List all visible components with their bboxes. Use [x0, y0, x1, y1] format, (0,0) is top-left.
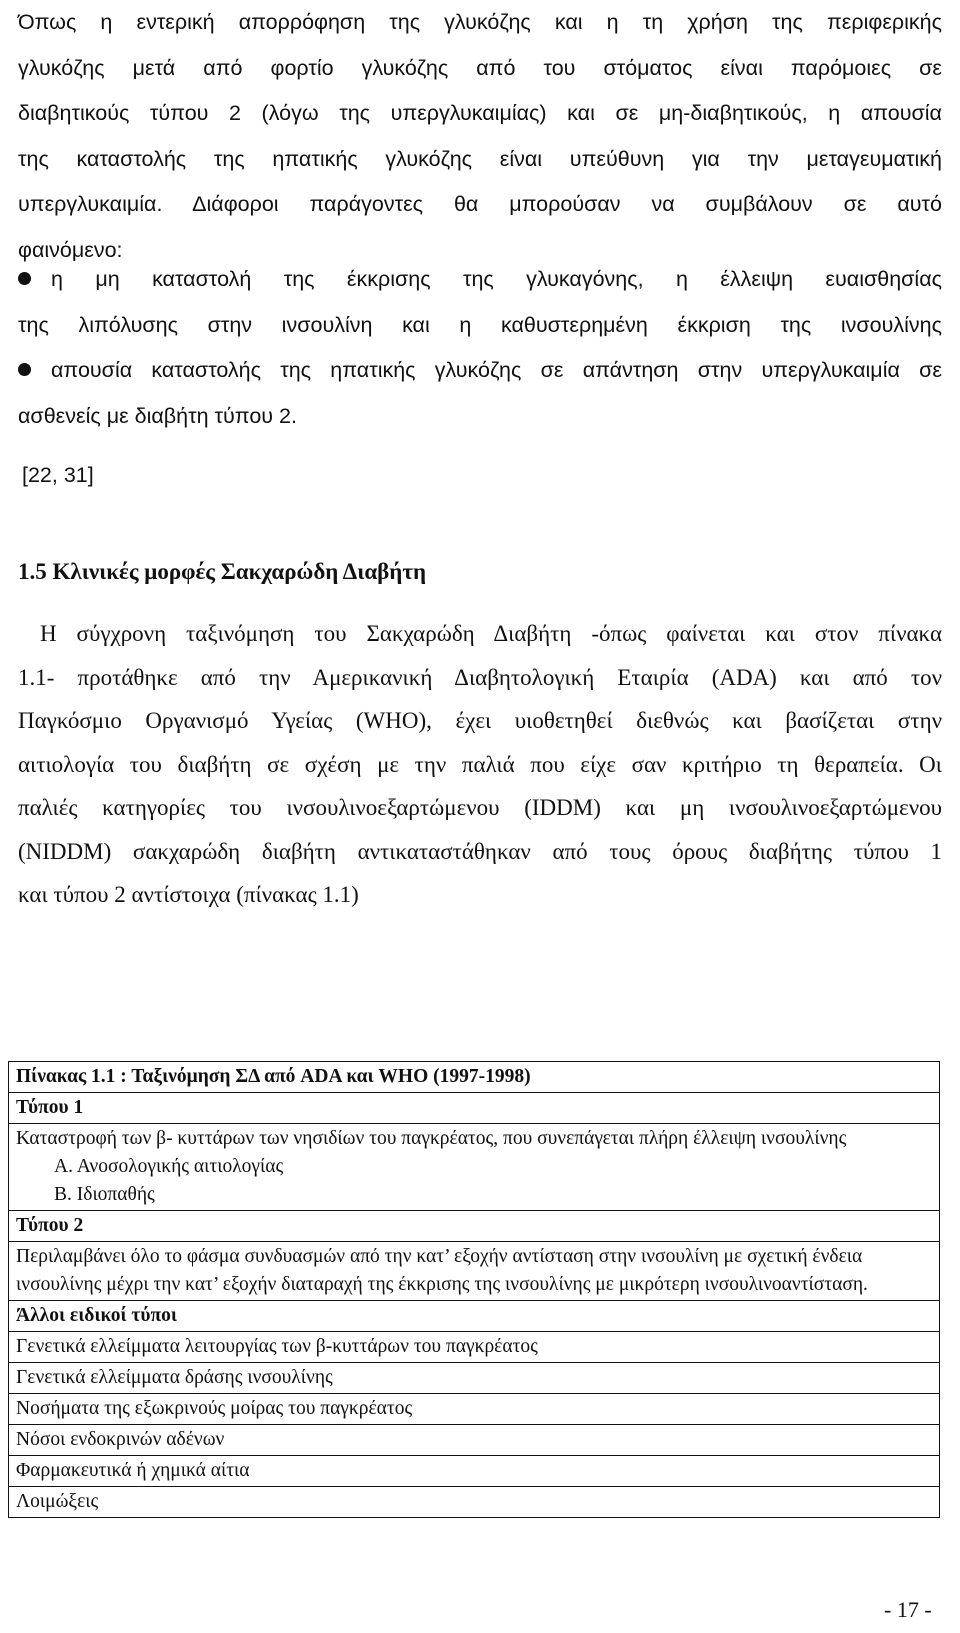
type1-description: Καταστροφή των β- κυττάρων των νησιδίων του παγκρέατος, που συνεπάγεται πλήρη έλλειψη ινσουλίνης: [16, 1128, 847, 1149]
table-row: [9, 1062, 940, 1093]
bullet-continuation: ασθενείς με διαβήτη τύπου 2.: [18, 403, 297, 428]
text-line: Η σύγχρονη ταξινόμηση του Σακχαρώδη Διαβήτη -όπως φαίνεται και στον πίνακα: [40, 621, 942, 646]
type1-cell: [9, 1124, 940, 1211]
text-line: Όπως η εντερική απορρόφηση της γλυκόζης και η τη χρήση της περιφερικής: [18, 10, 942, 34]
other-type-item: Φαρμακευτικά ή χημικά αίτια: [9, 1456, 940, 1487]
type1-heading: Τύπου 1: [9, 1093, 940, 1124]
text-line: Παγκόσμιο Οργανισμό Υγείας (WHO), έχει υιοθετηθεί διεθνώς και βασίζεται στην: [18, 708, 942, 733]
intro-paragraph: [18, 0, 942, 273]
text-line: φαινόμενο:: [18, 237, 123, 262]
bullet-first-line: η μη καταστολή της έκκρισης της γλυκαγόνης, η έλλειψη ευαισθησίας: [18, 257, 942, 303]
table-row: [9, 1301, 940, 1332]
other-type-item: Νόσοι ενδοκρινών αδένων: [9, 1425, 940, 1456]
section-heading: 1.5 Κλινικές μορφές Σακχαρώδη Διαβήτη: [18, 559, 427, 584]
other-type-item: Νοσήματα της εξωκρινούς μοίρας του παγκρέατος: [9, 1394, 940, 1425]
text-line: της καταστολής της ηπατικής γλυκόζης είναι υπεύθυνη για την μεταγευματική: [18, 146, 942, 171]
text-line: αιτιολογία του διαβήτη σε σχέση με την παλιά που είχε σαν κριτήριο τη θεραπεία. Οι: [18, 751, 942, 777]
bullet-item: [18, 348, 942, 439]
body-paragraph: [18, 612, 942, 917]
text-line: και τύπου 2 αντίστοιχα (πίνακας 1.1): [18, 882, 359, 907]
type2-heading: Τύπου 2: [9, 1211, 940, 1242]
text-line: υπεργλυκαιμία. Διάφοροι παράγοντες θα μπορούσαν να συμβάλουν σε αυτό: [18, 192, 942, 216]
text-line: παλιές κατηγορίες του ινσουλινοεξαρτώμενου (IDDM) και μη ινσουλινοεξαρτώμενου: [18, 795, 942, 820]
bullet-list: [18, 257, 942, 439]
text-line: (NIDDM) σακχαρώδη διαβήτη αντικαταστάθηκαν από τους όρους διαβήτης τύπου 1: [18, 838, 942, 864]
type2-description: Περιλαμβάνει όλο το φάσμα συνδυασμών από την κατ’ εξοχήν αντίσταση στην ινσουλίνη με σχετική ένδεια ινσουλίνης μέχρι την κατ’ εξοχήν διαταραχή της έκκρισης της ινσουλίνης με μικρότερη ινσουλινοαντίσταση.: [9, 1242, 940, 1301]
table-row: [9, 1394, 940, 1425]
type1-subtype-a: Α. Ανοσολογικής αιτιολογίας: [54, 1156, 284, 1177]
other-type-item: Λοιμώξεις: [9, 1487, 940, 1518]
other-types-heading: Άλλοι ειδικοί τύποι: [9, 1301, 940, 1332]
bullet-icon: [18, 272, 31, 285]
bullet-item: [18, 257, 942, 348]
table-row: [9, 1456, 940, 1487]
bullet-first-line: απουσία καταστολής της ηπατικής γλυκόζης σε απάντηση στην υπεργλυκαιμία σε: [18, 348, 942, 394]
other-type-item: Γενετικά ελλείμματα δράσης ινσουλίνης: [9, 1363, 940, 1394]
table-row: [9, 1425, 940, 1456]
table-row: [9, 1332, 940, 1363]
type1-subtype-b: Β. Ιδιοπαθής: [54, 1184, 155, 1205]
classification-table: [8, 1061, 940, 1518]
table-row: [9, 1242, 940, 1301]
text-line: γλυκόζης μετά από φορτίο γλυκόζης από του στόματος είναι παρόμοιες σε: [18, 55, 942, 80]
reference-citation: [22, 31]: [22, 463, 94, 487]
table-row: [9, 1487, 940, 1518]
bullet-icon: [18, 363, 31, 376]
table-row: [9, 1124, 940, 1211]
table-row: [9, 1093, 940, 1124]
page-number: - 17 -: [884, 1597, 932, 1622]
table-row: [9, 1363, 940, 1394]
table-row: [9, 1211, 940, 1242]
table-title: Πίνακας 1.1 : Ταξινόμηση ΣΔ από ADA και WHO (1997-1998): [9, 1062, 940, 1093]
text-line: διαβητικούς τύπου 2 (λόγω της υπεργλυκαιμίας) και σε μη-διαβητικούς, η απουσία: [18, 101, 942, 125]
other-type-item: Γενετικά ελλείμματα λειτουργίας των β-κυττάρων του παγκρέατος: [9, 1332, 940, 1363]
bullet-continuation: της λιπόλυσης στην ινσουλίνη και η καθυστερημένη έκκριση της ινσουλίνης: [18, 312, 942, 337]
text-line: 1.1- προτάθηκε από την Αμερικανική Διαβητολογική Εταιρία (ADA) και από τον: [18, 664, 942, 690]
